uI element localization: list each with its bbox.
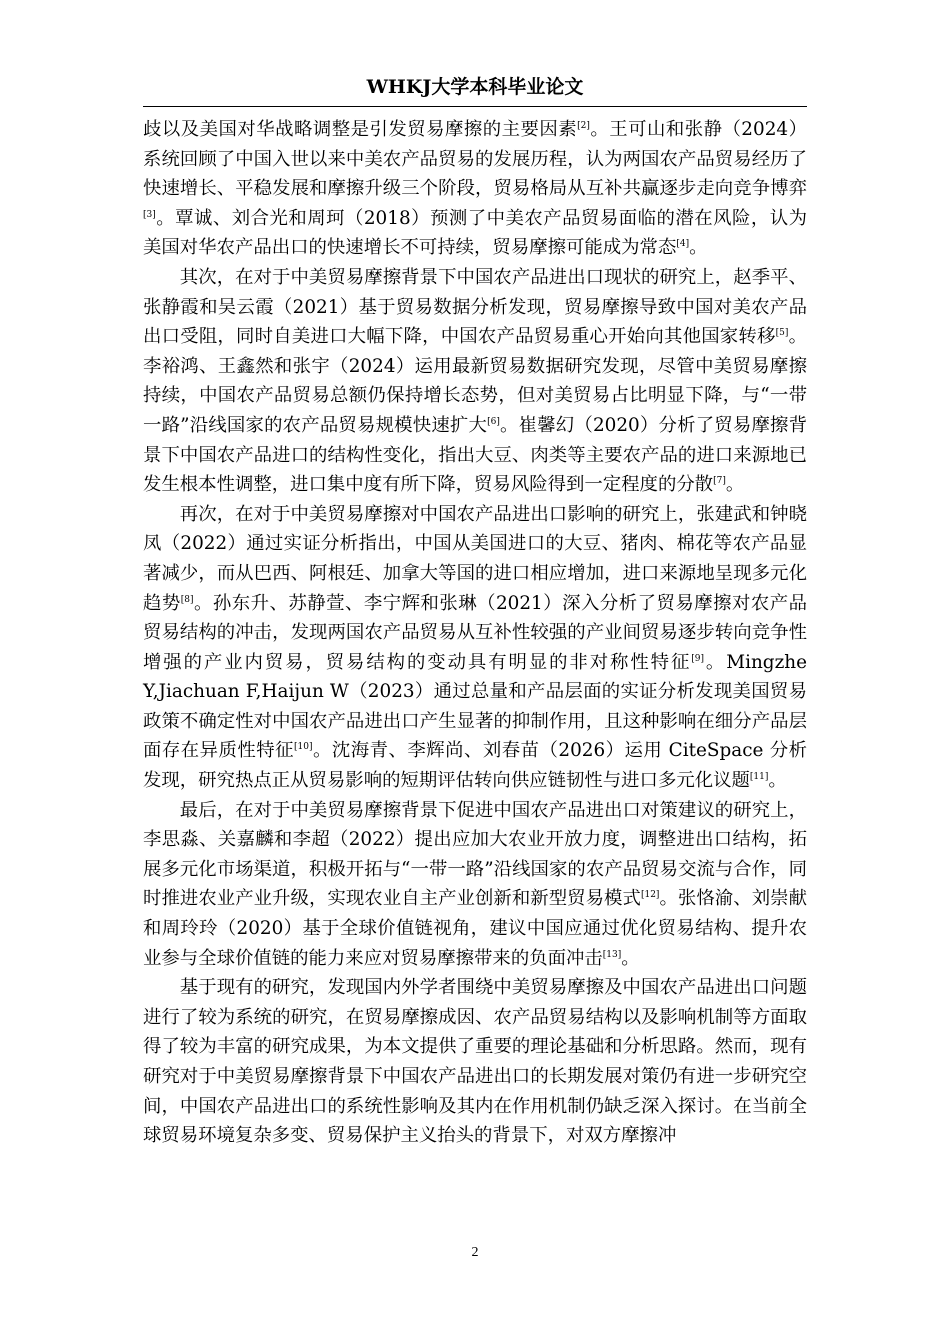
paragraph: 基于现有的研究，发现国内外学者围绕中美贸易摩擦及中国农产品进出口问题进行了较为系统的研究，在贸易摩擦成因、农产品贸易结构以及影响机制等方面取得了较为丰富的研究成果，为本文提供了重要的理论基础和分析思路。然而，现有研究对于中美贸易摩擦背景下中国农产品进出口的长期发展对策仍有进一步研究空间，中国农产品进出口的系统性影响及其内在作用机制仍缺乏深入探讨。在当前全球贸易环境复杂多变、贸易保护主义抬头的背景下，对双方摩擦冲 xyxy=(143,977,807,1147)
citation-marker: [10] xyxy=(294,742,313,753)
body-text xyxy=(143,115,807,1151)
citation-marker: [4] xyxy=(676,239,690,250)
paragraph: 最后，在对于中美贸易摩擦背景下促进中国农产品进出口对策建议的研究上，李思淼、关嘉麟和李超（2022）提出应加大农业开放力度，调整进出口结构，拓展多元化市场渠道，积极开拓与“一带一路”沿线国家的农产品贸易交流与合作，同时推进农业产业升级，实现农业自主产业创新和新型贸易模式[12]。张恪渝、刘崇献和周玲玲（2020）基于全球价值链视角，建议中国应通过优化贸易结构、提升农业参与全球价值链的能力来应对贸易摩擦带来的负面冲击[13]。 xyxy=(143,799,807,969)
citation-marker: [11] xyxy=(749,771,769,782)
paragraph: 再次，在对于中美贸易摩擦对中国农产品进出口影响的研究上，张建武和钟晓凤（2022）通过实证分析指出，中国从美国进口的大豆、猪肉、棉花等农产品显著减少，而从巴西、阿根廷、加拿大等国的进口相应增加，进口来源地呈现多元化趋势[8]。孙东升、苏静萱、李宁辉和张琳（2021）深入分析了贸易摩擦对农产品贸易结构的冲击，发现两国农产品贸易从互补性较强的产业间贸易逐步转向竞争性增强的产业内贸易，贸易结构的变动具有明显的非对称性特征[9]。Mingzhe Y,Jiachuan F,Haijun W（2023）通过总量和产品层面的实证分析发现美国贸易政策不确定性对中国农产品进出口产生显著的抑制作用，且这种影响在细分产品层面存在异质性特征[10]。沈海青、李辉尚、刘春苗（2026）运用 CiteSpace 分析发现，研究热点正从贸易影响的短期评估转向供应链韧性与进口多元化议题[11]。 xyxy=(143,503,807,792)
citation-marker: [7] xyxy=(713,476,726,486)
citation-marker: [13] xyxy=(602,949,622,960)
citation-marker: [3] xyxy=(143,209,156,220)
paragraph: 其次，在对于中美贸易摩擦背景下中国农产品进出口现状的研究上，赵季平、张静霞和吴云霞（2021）基于贸易数据分析发现，贸易摩擦导致中国对美农产品出口受阻，同时自美进口大幅下降，中国农产品贸易重心开始向其他国家转移[5]。李裕鸿、王鑫然和张宇（2024）运用最新贸易数据研究发现，尽管中美贸易摩擦持续，中国农产品贸易总额仍保持增长态势，但对美贸易占比明显下降，与“一带一路”沿线国家的农产品贸易规模快速扩大[6]。崔馨幻（2020）分析了贸易摩擦背景下中国农产品进口的结构性变化，指出大豆、肉类等主要农产品的进口来源地已发生根本性调整，进口集中度有所下降，贸易风险得到一定程度的分散[7]。 xyxy=(143,266,807,496)
paragraph: 歧以及美国对华战略调整是引发贸易摩擦的主要因素[2]。王可山和张静（2024）系统回顾了中国入世以来中美农产品贸易的发展历程，认为两国农产品贸易经历了快速增长、平稳发展和摩擦升级三个阶段，贸易格局从互补共赢逐步走向竞争博弈[3]。覃诚、刘合光和周珂（2018）预测了中美农产品贸易面临的潜在风险，认为美国对华农产品出口的快速增长不可持续，贸易摩擦可能成为常态[4]。 xyxy=(143,119,807,259)
header-rule xyxy=(143,106,807,107)
citation-marker: [6] xyxy=(487,416,500,427)
citation-marker: [2] xyxy=(577,120,590,131)
citation-marker: [5] xyxy=(775,328,789,339)
citation-marker: [8] xyxy=(180,594,194,605)
page-number: 2 xyxy=(471,1245,479,1260)
citation-marker: [12] xyxy=(640,890,660,901)
running-header: WHKJ大学本科毕业论文 xyxy=(366,76,584,98)
citation-marker: [9] xyxy=(691,653,705,664)
